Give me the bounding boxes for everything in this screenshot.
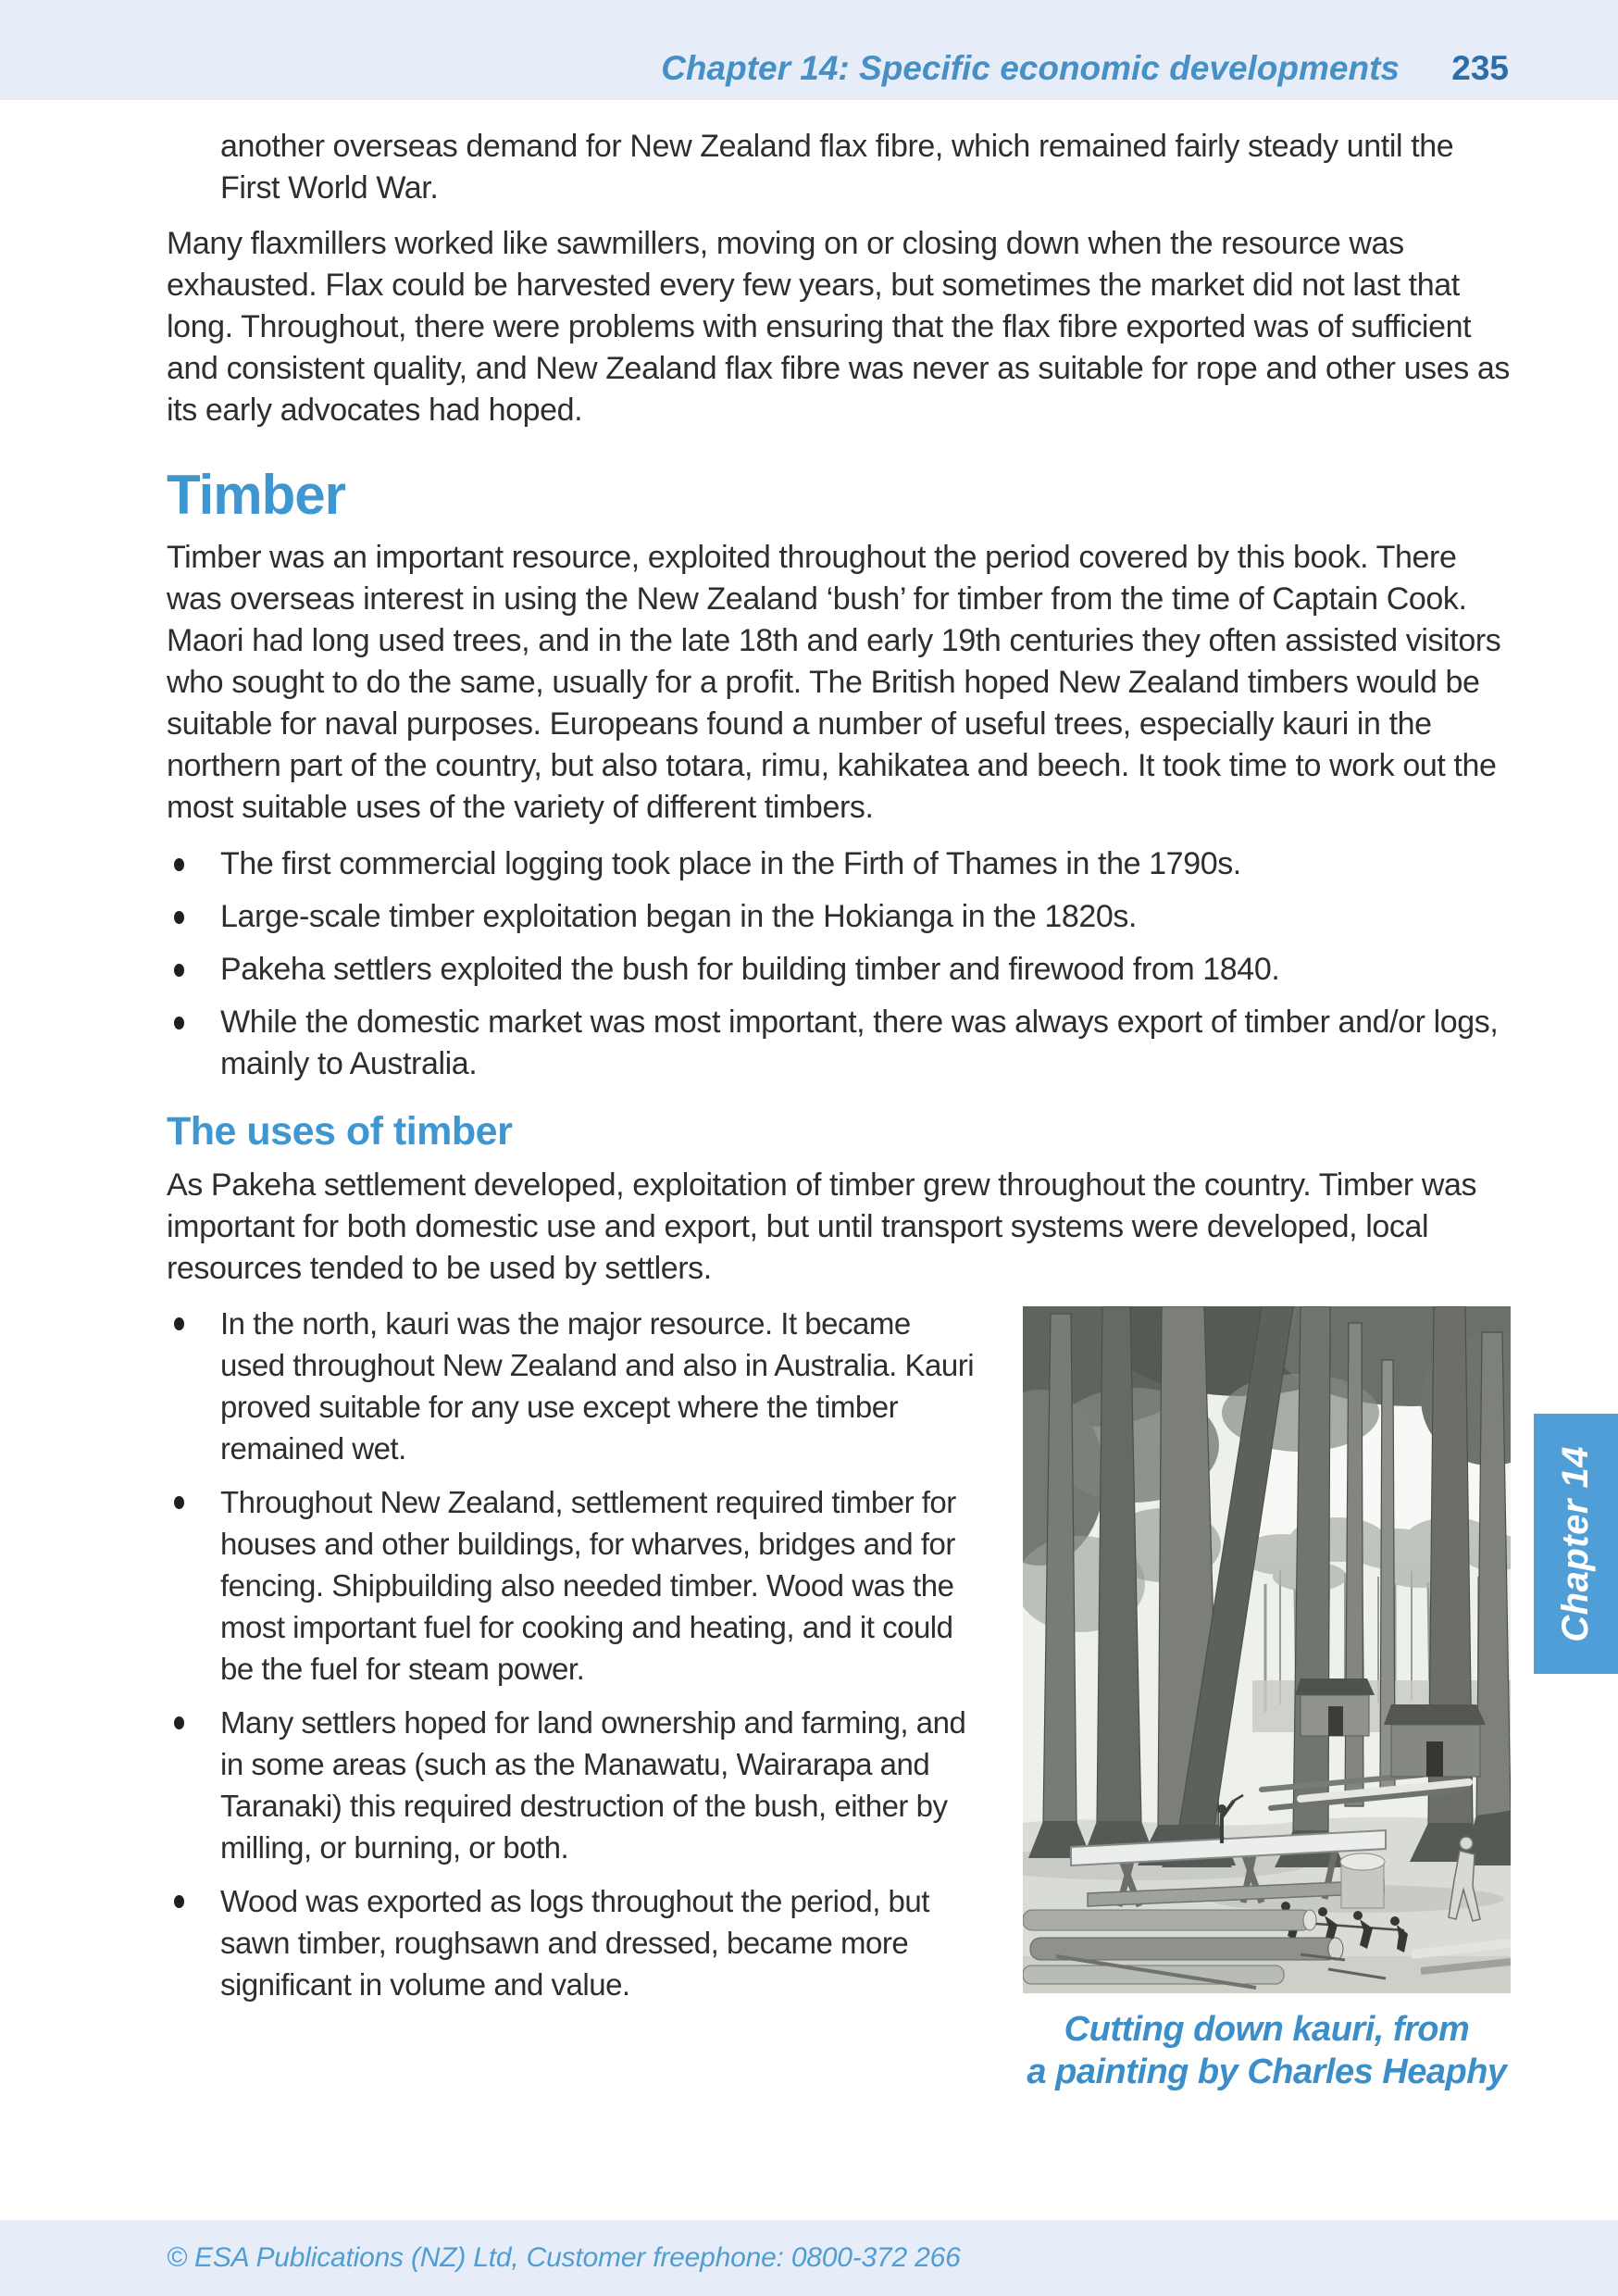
page-footer-band: [0, 2220, 1618, 2296]
bullet-dot: [174, 911, 184, 924]
bullet-dot: [174, 1716, 184, 1729]
chapter-tab-label: Chapter 14: [1555, 1445, 1596, 1642]
bullet-dot: [174, 1017, 184, 1029]
uses-bullet-list: [167, 1303, 981, 2093]
page-content: [167, 100, 1511, 2093]
uses-bullet-item: [167, 1303, 981, 1469]
flaxmillers-paragraph: Many flaxmillers worked like sawmillers, moving on or closing down when the resource was exhausted. Flax could be harvested every few years, but sometimes the market did not last that long. Throughout, there were problems with ensuring that the flax fibre exported was of sufficient and consistent quality, and New Zealand flax fibre was never as suitable for rope and other uses as its early advocates had hoped.: [167, 226, 1510, 428]
intro-paragraph-continued: another overseas demand for New Zealand flax fibre, which remained fairly steady until the First World War.: [220, 129, 1454, 206]
bullet-text: While the domestic market was most important, there was always export of timber and/or logs, mainly to Australia.: [220, 1004, 1499, 1081]
two-column-region: [167, 1303, 1511, 2093]
uses-bullet-item: [167, 1481, 981, 1690]
timber-bullet-item: [167, 1002, 1511, 1085]
chapter-tab: [1534, 1414, 1618, 1674]
header-chapter-title: Chapter 14: Specific economic developments: [661, 49, 1400, 87]
footer-imprint: © ESA Publications (NZ) Ltd, Customer freephone: 0800-372 266: [167, 2242, 961, 2273]
uses-bullet-item: [167, 1702, 981, 1868]
timber-bullet-item: [167, 949, 1511, 991]
timber-paragraph: Timber was an important resource, exploited throughout the period covered by this book. There was overseas interest in using the New Zealand ‘bush’ for timber from the time of Captain Cook. Maori had long used trees, and in the late 18th and early 19th centuries they often assisted visitors who sought to do the same, usually for a profit. The British hoped New Zealand timbers would be suitable for naval purposes. Europeans found a number of useful trees, especially kauri in the northern part of the country, but also totara, rimu, kahikatea and beech. It took time to work out the most suitable uses of the variety of different timbers.: [167, 540, 1501, 825]
timber-section-heading: Timber: [167, 464, 345, 526]
bullet-text: In the north, kauri was the major resource. It became used throughout New Zealand and also in Australia. Kauri proved suitable for any use except where the timber remained wet.: [220, 1306, 975, 1466]
uses-bullet-item: [167, 1880, 981, 2005]
hut-1: [1295, 1678, 1375, 1736]
running-header: [661, 50, 1509, 87]
timber-bullet-item: [167, 843, 1511, 885]
bullet-dot: [174, 858, 184, 871]
timber-bullet-list: [167, 843, 1511, 1085]
hut-2: [1384, 1704, 1486, 1777]
bullet-text: Wood was exported as logs throughout the period, but sawn timber, roughsawn and dressed, became more significant in volume and value.: [220, 1884, 929, 2002]
uses-section-heading: The uses of timber: [167, 1109, 513, 1154]
bullet-dot: [174, 964, 184, 977]
caption-line-1: Cutting down kauri, from: [1064, 2010, 1470, 2049]
caption-line-2: a painting by Charles Heaphy: [1027, 2053, 1507, 2091]
bullet-dot: [174, 1496, 184, 1509]
bullet-text: Throughout New Zealand, settlement required timber for houses and other buildings, for wharves, bridges and for fencing. Shipbuilding also needed timber. Wood was the most important fuel for cooking and heating, and it could be the fuel for steam power.: [220, 1485, 956, 1686]
page-header-band: [0, 0, 1618, 100]
header-page-number: 235: [1451, 49, 1509, 87]
uses-paragraph: As Pakeha settlement developed, exploitation of timber grew throughout the country. Timber was important for both domestic use and export, but until transport systems were developed, local resources tended to be used by settlers.: [167, 1167, 1477, 1286]
timber-bullet-item: [167, 896, 1511, 938]
bullet-text: Large-scale timber exploitation began in the Hokianga in the 1820s.: [220, 899, 1138, 934]
stump: [1340, 1853, 1385, 1908]
figure-caption: [1023, 2008, 1511, 2093]
kauri-painting-image: [1023, 1306, 1511, 1993]
bullet-text: The first commercial logging took place in the Firth of Thames in the 1790s.: [220, 846, 1241, 881]
kauri-figure: [1023, 1306, 1511, 2093]
bullet-text: Pakeha settlers exploited the bush for building timber and firewood from 1840.: [220, 952, 1280, 987]
bullet-text: Many settlers hoped for land ownership and farming, and in some areas (such as the Manawatu, Wairarapa and Taranaki) this required destruction of the bush, either by milling, or burning, or both.: [220, 1705, 966, 1865]
bullet-dot: [174, 1317, 184, 1330]
bullet-dot: [174, 1895, 184, 1908]
